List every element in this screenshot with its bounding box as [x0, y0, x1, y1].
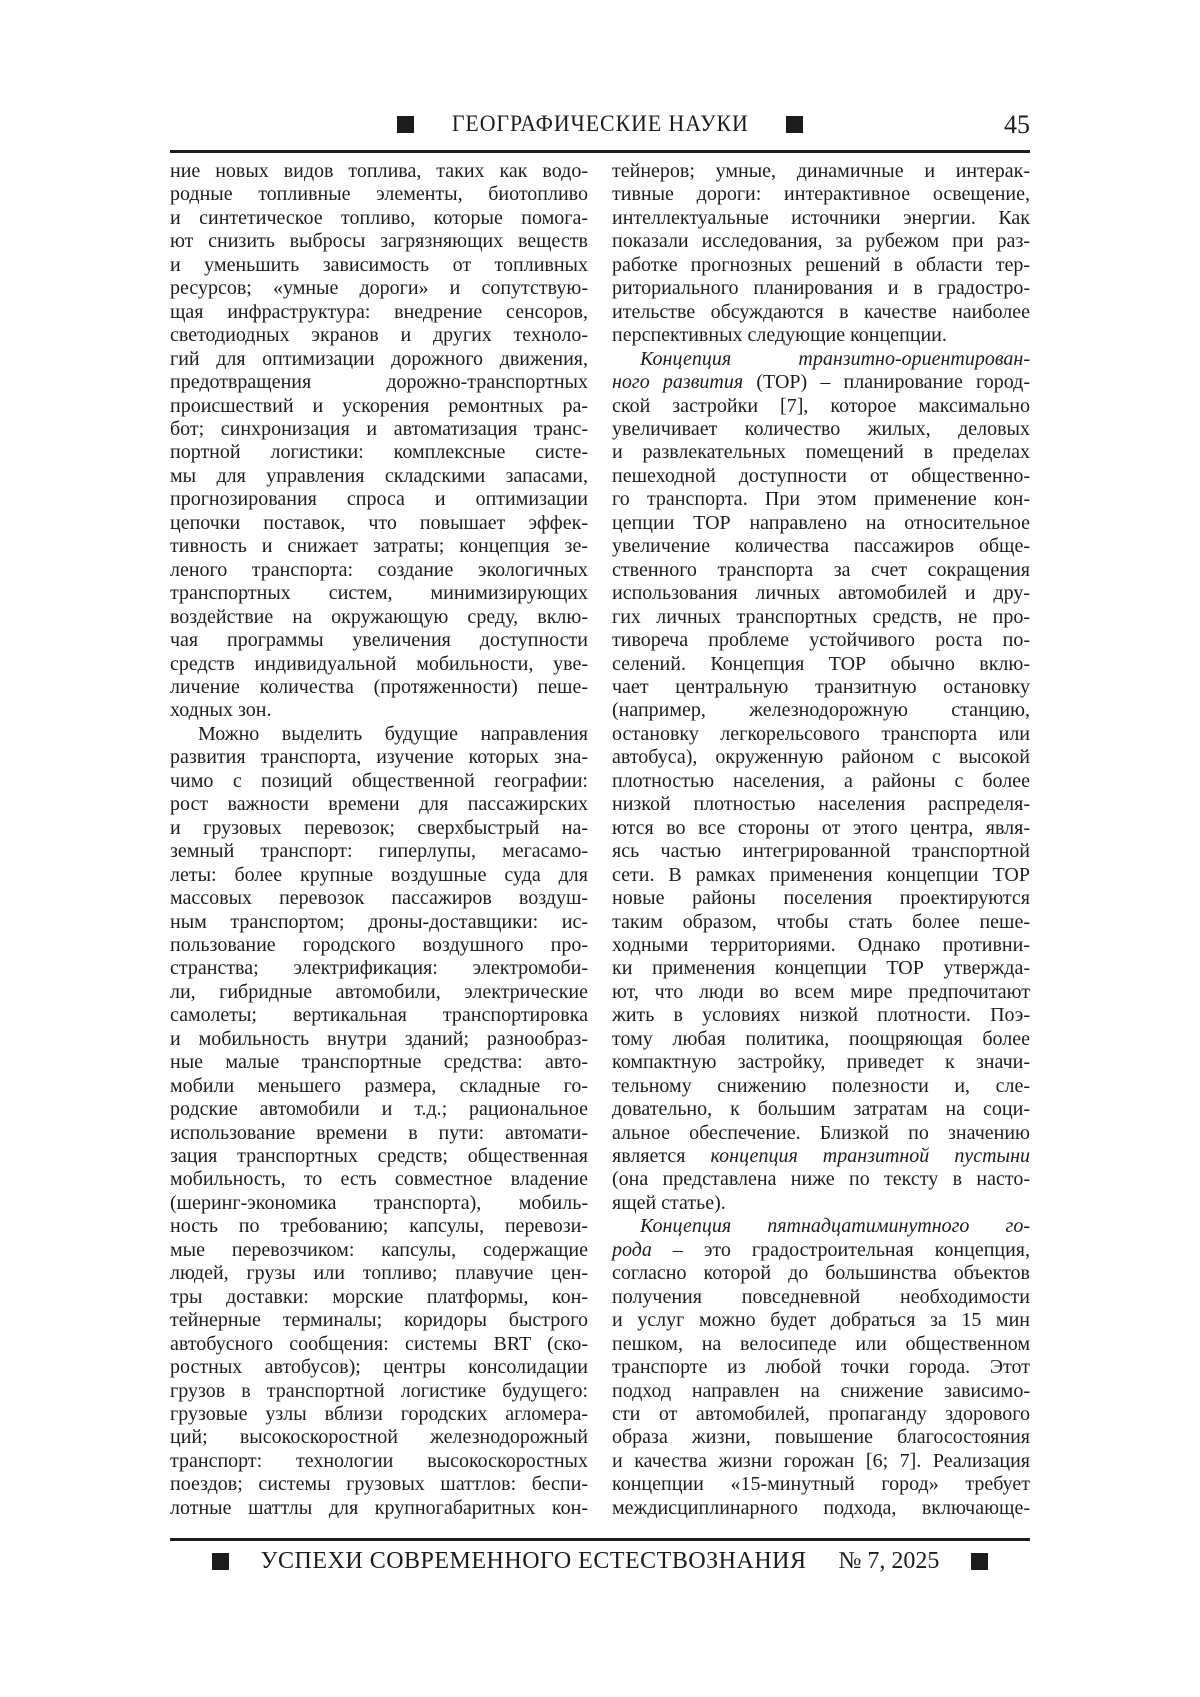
text-line: перспективных следующие концепции.: [612, 324, 947, 347]
text-line: ственного транспорта за счет сокращения: [612, 558, 1030, 581]
text-line: тивореча проблеме устойчивого роста по-: [612, 629, 1030, 652]
text-line: является концепция транзитной пустыни: [612, 1145, 1031, 1168]
text-line: бот; синхронизация и автоматизация транс-: [170, 417, 588, 440]
text-line: альное обеспечение. Близкой по значению: [612, 1121, 1030, 1144]
text-line: ясь частью интегрированной транспортной: [612, 840, 1030, 863]
text-line: междисциплинарного подхода, включающе-: [612, 1496, 1030, 1519]
text-line: и мобильность внутри зданий; разнообраз-: [170, 1027, 588, 1050]
text-line: Концепция пятнадцатиминутного го-: [640, 1215, 1030, 1238]
text-line: согласно которой до большинства объектов: [612, 1262, 1030, 1285]
text-line: леного транспорта: создание экологичных: [170, 558, 588, 581]
text-line: средств индивидуальной мобильности, уве-: [170, 652, 588, 675]
text-line: увеличение количества пассажиров обще-: [612, 535, 1030, 558]
text-line: тейнеров; умные, динамичные и интерак-: [612, 160, 1030, 182]
page-footer: [170, 1548, 1030, 1575]
text-line: тельному снижению полезности и, сле-: [612, 1074, 1030, 1097]
text-line: пользование городского воздушного про-: [170, 933, 588, 956]
footer-divider: [170, 1538, 1030, 1541]
text-line: лотные шаттлы для крупногабаритных кон-: [170, 1496, 588, 1519]
journal-issue: № 7, 2025: [838, 1548, 940, 1574]
text-line: транспорте из любой точки города. Этот: [612, 1356, 1030, 1379]
text-line: интеллектуальные источники энергии. Как: [612, 206, 1030, 229]
text-line: Концепция транзитно-ориентирован-: [640, 347, 1030, 370]
text-line: концепции «15-минутный город» требует: [612, 1473, 1030, 1496]
text-line: массовых перевозок пассажиров воздуш-: [170, 887, 588, 910]
text-line: ской застройки [7], которое максимально: [612, 394, 1030, 417]
text-line: автобуса), окруженную районом с высокой: [612, 746, 1030, 769]
text-line: прогнозирования спроса и оптимизации: [170, 488, 588, 511]
text-line: получения повседневной необходимости: [612, 1285, 1030, 1308]
text-line: сети. В рамках применения концепции ТОР: [612, 863, 1030, 886]
footer-square-left-icon: [212, 1553, 229, 1570]
text-line: селений. Концепция ТОР обычно вклю-: [612, 652, 1030, 675]
text-line: мобили меньшего размера, складные го-: [170, 1074, 588, 1097]
text-line: использования личных автомобилей и дру-: [612, 582, 1030, 605]
text-line: чает центральную транзитную остановку: [612, 675, 1030, 698]
header-square-right-icon: [786, 116, 803, 133]
text-line: воздействие на окружающую среду, вклю-: [170, 605, 588, 628]
text-line: транспорт: технологии высокоскоростных: [170, 1449, 588, 1472]
text-line: образа жизни, повышение благосостояния: [612, 1426, 1030, 1449]
text-line: светодиодных экранов и других техноло-: [170, 324, 588, 347]
text-line: (шеринг-экономика транспорта), мобиль-: [170, 1191, 588, 1214]
text-line: поездов; системы грузовых шаттлов: беспи-: [170, 1473, 588, 1496]
text-line: ки применения концепции ТОР утвержда-: [612, 957, 1030, 980]
text-line: и качества жизни горожан [6; 7]. Реализация: [612, 1449, 1030, 1472]
header-square-left-icon: [397, 116, 414, 133]
text-line: ние новых видов топлива, таких как водо-: [170, 160, 588, 182]
text-line: земный транспорт: гиперлупы, мегасамо-: [170, 840, 588, 863]
text-line: Можно выделить будущие направления: [198, 722, 588, 745]
text-line: родские автомобили и т.д.; рациональное: [170, 1098, 588, 1121]
text-line: работке прогнозных решений в области тер-: [612, 253, 1030, 276]
text-line: подход направлен на снижение зависимо-: [612, 1379, 1030, 1402]
text-line: компактную застройку, приведет к значи-: [612, 1051, 1030, 1074]
text-line: ные малые транспортные средства: авто-: [170, 1051, 588, 1074]
text-line: рост важности времени для пассажирских: [170, 793, 588, 816]
text-line: ют снизить выбросы загрязняющих веществ: [170, 230, 588, 253]
text-line: ходных зон.: [170, 699, 272, 722]
text-line: происшествий и ускорения ремонтных ра-: [170, 394, 588, 417]
text-line: леты: более крупные воздушные суда для: [170, 863, 588, 886]
text-line: (например, железнодорожную станцию,: [612, 699, 1030, 722]
text-line: и развлекательных помещений в пределах: [612, 441, 1030, 464]
text-line: чимо с позиций общественной географии:: [170, 769, 588, 792]
footer-square-right-icon: [971, 1553, 988, 1570]
text-line: тры доставки: морские платформы, кон-: [170, 1285, 588, 1308]
text-line: жить в условиях низкой плотности. Поэ-: [612, 1004, 1030, 1027]
text-line: зация транспортных средств; общественная: [170, 1145, 588, 1168]
text-line: го транспорта. При этом применение кон-: [612, 488, 1030, 511]
text-line: и синтетическое топливо, которые помога-: [170, 206, 588, 229]
text-line: грузов в транспортной логистике будущего:: [170, 1379, 588, 1402]
text-line: тивные дороги: интерактивное освещение,: [612, 183, 1030, 206]
text-line: низкой плотностью населения распределя-: [612, 793, 1030, 816]
text-line: таким образом, чтобы стать более пеше-: [612, 910, 1030, 933]
text-line: и грузовых перевозок; сверхбыстрый на-: [170, 816, 588, 839]
text-line: пешеходной доступности от общественно-: [612, 464, 1030, 487]
text-line: цепочки поставок, что повышает эффек-: [170, 511, 588, 534]
text-line: транспортных систем, минимизирующих: [170, 582, 588, 605]
text-line: новые районы поселения проектируются: [612, 887, 1030, 910]
text-line: ящей статье).: [612, 1191, 726, 1214]
page-header: [170, 104, 1030, 144]
text-line: ли, гибридные автомобили, электрические: [170, 980, 588, 1003]
page-number: 45: [1004, 110, 1030, 139]
text-line: мобильность, то есть совместное владение: [170, 1168, 588, 1191]
text-line: странства; электрификация: электромоби-: [170, 957, 588, 980]
text-line: ростных автобусов); центры консолидации: [170, 1356, 588, 1379]
text-column-left: [170, 160, 588, 1520]
section-title: ГЕОГРАФИЧЕСКИЕ НАУКИ: [451, 111, 749, 136]
text-line: чая программы увеличения доступности: [170, 629, 588, 652]
text-line: плотностью населения, а районы с более: [612, 769, 1030, 792]
text-line: увеличивает количество жилых, деловых: [612, 417, 1030, 440]
text-line: автобусного сообщения: системы BRT (ско-: [170, 1332, 588, 1355]
text-line: щая инфраструктура: внедрение сенсоров,: [170, 300, 588, 323]
text-line: родные топливные элементы, биотопливо: [170, 183, 588, 206]
text-line: ным транспортом; дроны-доставщики: ис-: [170, 910, 588, 933]
text-line: личение количества (протяженности) пеше-: [170, 675, 588, 698]
text-line: гих личных транспортных средств, не про-: [612, 605, 1030, 628]
text-line: и услуг можно будет добраться за 15 мин: [612, 1309, 1030, 1332]
text-line: использование времени в пути: автомати-: [170, 1121, 588, 1144]
text-line: и уменьшить зависимость от топливных: [170, 253, 588, 276]
text-line: людей, грузы или топливо; плавучие цен-: [170, 1262, 588, 1285]
text-line: сти от автомобилей, пропаганду здорового: [612, 1403, 1030, 1426]
text-line: мые перевозчиком: капсулы, содержащие: [170, 1238, 588, 1261]
text-line: пешком, на велосипеде или общественном: [612, 1332, 1030, 1355]
text-line: тейнерные терминалы; коридоры быстрого: [170, 1309, 588, 1332]
text-line: остановку легкорельсового транспорта или: [612, 722, 1030, 745]
text-column-right: [612, 160, 1030, 1520]
text-line: грузовые узлы вблизи городских агломера-: [170, 1403, 588, 1426]
text-line: развития транспорта, изучение которых зна-: [170, 746, 588, 769]
text-line: довательно, к большим затратам на соци-: [612, 1098, 1030, 1121]
text-line: портной логистики: комплексные систе-: [170, 441, 588, 464]
text-line: (она представлена ниже по тексту в насто-: [612, 1168, 1030, 1191]
text-line: предотвращения дорожно-транспортных: [170, 371, 588, 394]
text-line: ют, что люди во всем мире предпочитают: [612, 980, 1030, 1003]
text-line: ресурсов; «умные дороги» и сопутствую-: [170, 277, 588, 300]
text-line: самолеты; вертикальная транспортировка: [170, 1004, 588, 1027]
journal-title: УСПЕХИ СОВРЕМЕННОГО ЕСТЕСТВОЗНАНИЯ: [260, 1548, 807, 1574]
text-line: тому любая политика, поощряющая более: [612, 1027, 1030, 1050]
text-line: ций; высокоскоростной железнодорожный: [170, 1426, 588, 1449]
text-line: ительстве обсуждаются в качестве наиболее: [612, 300, 1030, 323]
text-line: ного развития (ТОР) – планирование город-: [612, 371, 1030, 394]
text-line: тивность и снижает затраты; концепция зе-: [170, 535, 588, 558]
text-line: рода – это градостроительная концепция,: [612, 1238, 1030, 1261]
header-divider: [170, 150, 1030, 153]
text-line: мы для управления складскими запасами,: [170, 464, 588, 487]
text-line: риториального планирования и в градостро-: [612, 277, 1030, 300]
text-line: ются во все стороны от этого центра, явля-: [612, 816, 1030, 839]
text-line: ходными территориями. Однако противни-: [612, 933, 1030, 956]
text-line: ность по требованию; капсулы, перевози-: [170, 1215, 588, 1238]
text-line: гий для оптимизации дорожного движения,: [170, 347, 588, 370]
text-line: цепции ТОР направлено на относительное: [612, 511, 1030, 534]
text-line: показали исследования, за рубежом при раз-: [612, 230, 1030, 253]
